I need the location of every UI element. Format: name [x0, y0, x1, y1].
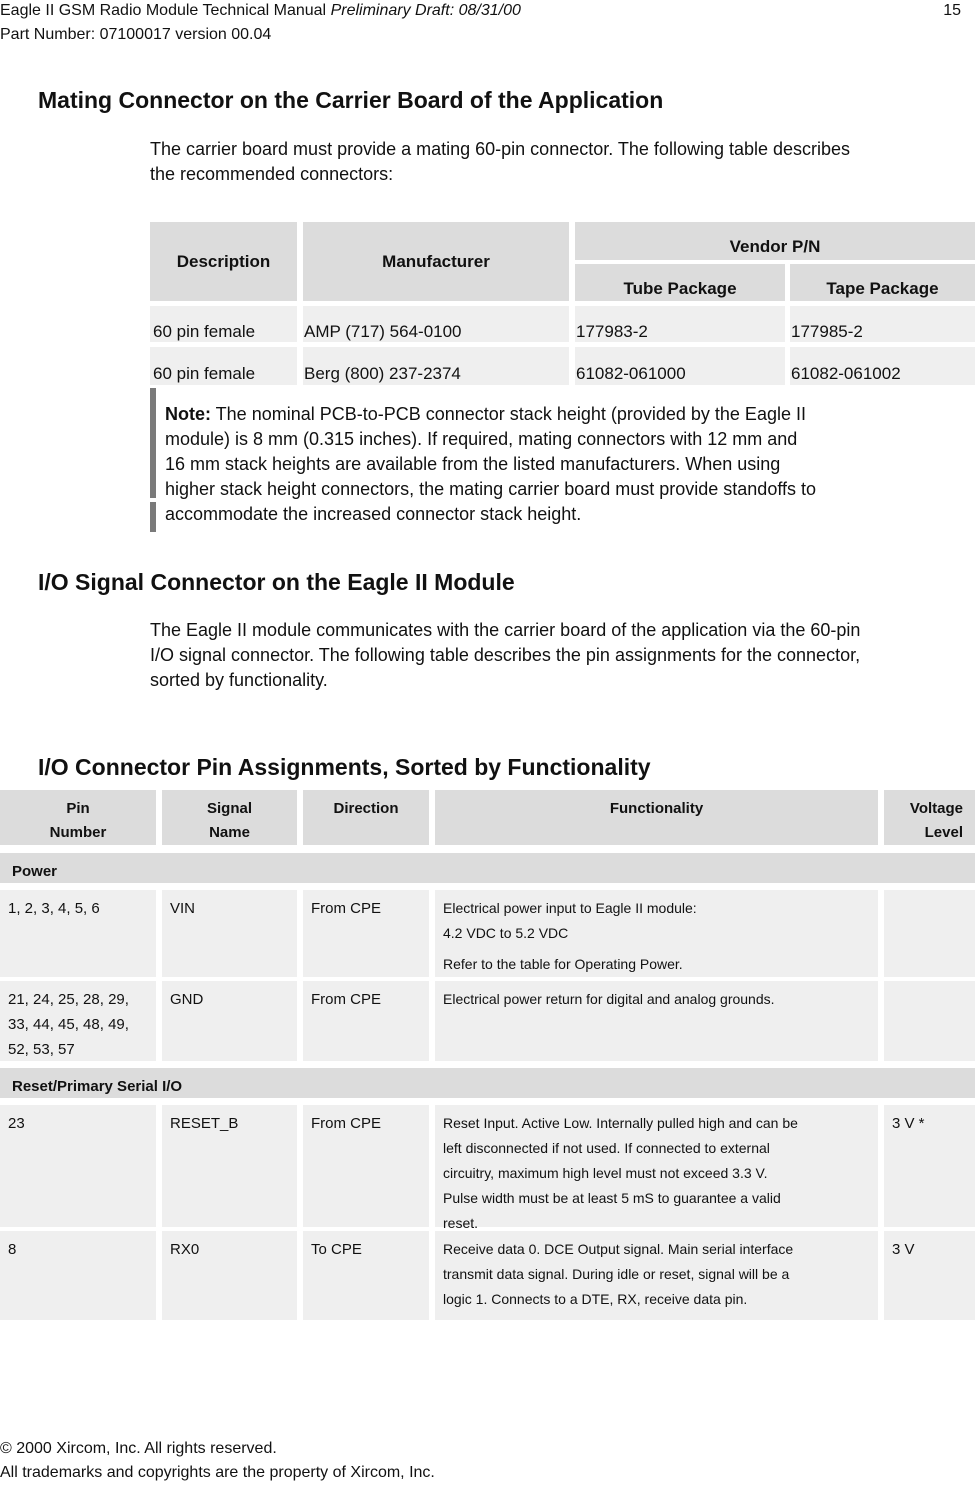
running-header: [0, 0, 521, 22]
table-cell: RX0: [162, 1231, 297, 1320]
note-bar: [150, 502, 156, 532]
section-heading-io-signal-connector: I/O Signal Connector on the Eagle II Module: [38, 569, 515, 595]
group-row-reset-serial: Reset/Primary Serial I/O: [0, 1068, 975, 1098]
manual-title: Eagle II GSM Radio Module Technical Manual: [0, 2, 327, 19]
para-line: The Eagle II module communicates with the carrier board of the application via the 60-pin: [150, 620, 861, 640]
header-line: Signal: [206, 800, 252, 817]
table-cell: [884, 981, 975, 1061]
para-line: The carrier board must provide a mating 60-pin connector. The following table describes: [150, 139, 851, 159]
header-line: Pin: [66, 800, 90, 817]
note-label: Note:: [165, 404, 211, 424]
header-line: Name: [209, 824, 250, 841]
table-cell: 23: [0, 1105, 156, 1227]
table-cell: 61082-061000: [575, 347, 785, 385]
header-description: Description: [150, 222, 297, 301]
table-cell: 177983-2: [575, 306, 785, 342]
para-line: sorted by functionality.: [150, 670, 328, 690]
table-cell: Electrical power return for digital and analog grounds.: [435, 981, 878, 1061]
note-line: higher stack height connectors, the mating carrier board must provide standoffs to: [165, 479, 817, 499]
note-line: 16 mm stack heights are available from the listed manufacturers. When using: [165, 454, 781, 474]
note-line: module) is 8 mm (0.315 inches). If required, mating connectors with 12 mm and: [165, 429, 798, 449]
table-cell: 3 V *: [884, 1105, 975, 1227]
table-cell: To CPE: [303, 1231, 429, 1320]
func-line: Refer to the table for Operating Power.: [443, 956, 683, 972]
header-line: Direction: [333, 800, 399, 817]
table-cell: 60 pin female: [150, 347, 297, 385]
header-line: Number: [49, 824, 107, 841]
pin-assignment-table: [0, 790, 975, 1322]
header-line: Level: [924, 824, 963, 841]
header-tube-package: Tube Package: [575, 264, 785, 301]
header-manufacturer: Manufacturer: [303, 222, 569, 301]
table-cell: From CPE: [303, 981, 429, 1061]
func-line: left disconnected if not used. If connected to external: [443, 1140, 770, 1156]
table-cell: GND: [162, 981, 297, 1061]
func-line: Receive data 0. DCE Output signal. Main serial interface: [443, 1241, 794, 1257]
draft-label: Preliminary Draft: 08/31/00: [330, 2, 521, 19]
note-bar: [150, 388, 156, 498]
table-cell-functionality: [435, 1105, 878, 1231]
header-functionality: [435, 790, 878, 845]
part-number: Part Number: 07100017 version 00.04: [0, 26, 272, 43]
table-cell: 1, 2, 3, 4, 5, 6: [0, 890, 156, 977]
header-line: Voltage: [909, 800, 963, 817]
table-cell: [884, 890, 975, 977]
func-line: 4.2 VDC to 5.2 VDC: [443, 925, 569, 941]
trademarks: All trademarks and copyrights are the property of Xircom, Inc.: [0, 1464, 435, 1481]
table-cell: VIN: [162, 890, 297, 977]
header-tape-package: Tape Package: [790, 264, 975, 301]
table-cell: AMP (717) 564-0100: [303, 306, 569, 342]
header-vendor-pn: Vendor P/N: [575, 222, 975, 260]
func-line: circuitry, maximum high level must not exceed 3.3 V.: [443, 1165, 768, 1181]
para-line: I/O signal connector. The following table describes the pin assignments for the connector,: [150, 645, 861, 665]
table-cell-functionality: [435, 890, 878, 977]
table-cell-functionality: [435, 1231, 878, 1320]
page-number: 15: [943, 2, 961, 19]
note-line: accommodate the increased connector stack height.: [165, 504, 582, 524]
header-direction: [303, 790, 429, 845]
table-cell: 177985-2: [790, 306, 975, 342]
table-cell: 3 V: [884, 1231, 975, 1320]
table-cell: From CPE: [303, 890, 429, 977]
copyright: © 2000 Xircom, Inc. All rights reserved.: [0, 1440, 277, 1457]
section-heading-pin-assignments: I/O Connector Pin Assignments, Sorted by Functionality: [38, 754, 651, 780]
note-line: The nominal PCB-to-PCB connector stack height (provided by the Eagle II: [211, 404, 806, 424]
note-box: [165, 402, 945, 527]
func-line: Pulse width must be at least 5 mS to guarantee a valid: [443, 1190, 781, 1206]
table-cell: 60 pin female: [150, 306, 297, 342]
group-row-power: Power: [0, 853, 975, 883]
table-cell-pin: [0, 981, 156, 1061]
header-line: Functionality: [609, 800, 704, 817]
pin-line: 33, 44, 45, 48, 49,: [8, 1016, 129, 1033]
connector-table: [150, 222, 975, 387]
table-cell: From CPE: [303, 1105, 429, 1227]
section2-paragraph: [150, 618, 860, 693]
func-line: Reset Input. Active Low. Internally pulled high and can be: [443, 1115, 798, 1131]
section1-paragraph: [150, 137, 850, 187]
func-line: logic 1. Connects to a DTE, RX, receive data pin.: [443, 1291, 748, 1307]
table-cell: RESET_B: [162, 1105, 297, 1227]
pin-line: 21, 24, 25, 28, 29,: [8, 991, 129, 1008]
func-line: transmit data signal. During idle or reset, signal will be a: [443, 1266, 790, 1282]
header-pin-number: [0, 790, 156, 845]
header-voltage-level: [884, 790, 975, 845]
header-signal-name: [162, 790, 297, 845]
pin-line: 52, 53, 57: [8, 1041, 75, 1058]
table-cell: 8: [0, 1231, 156, 1320]
table-cell: Berg (800) 237-2374: [303, 347, 569, 385]
func-line: reset.: [443, 1215, 479, 1231]
table-cell: 61082-061002: [790, 347, 975, 385]
section-heading-mating-connector: Mating Connector on the Carrier Board of the Application: [38, 87, 664, 113]
func-line: Electrical power input to Eagle II module:: [443, 900, 697, 916]
para-line: the recommended connectors:: [150, 164, 394, 184]
